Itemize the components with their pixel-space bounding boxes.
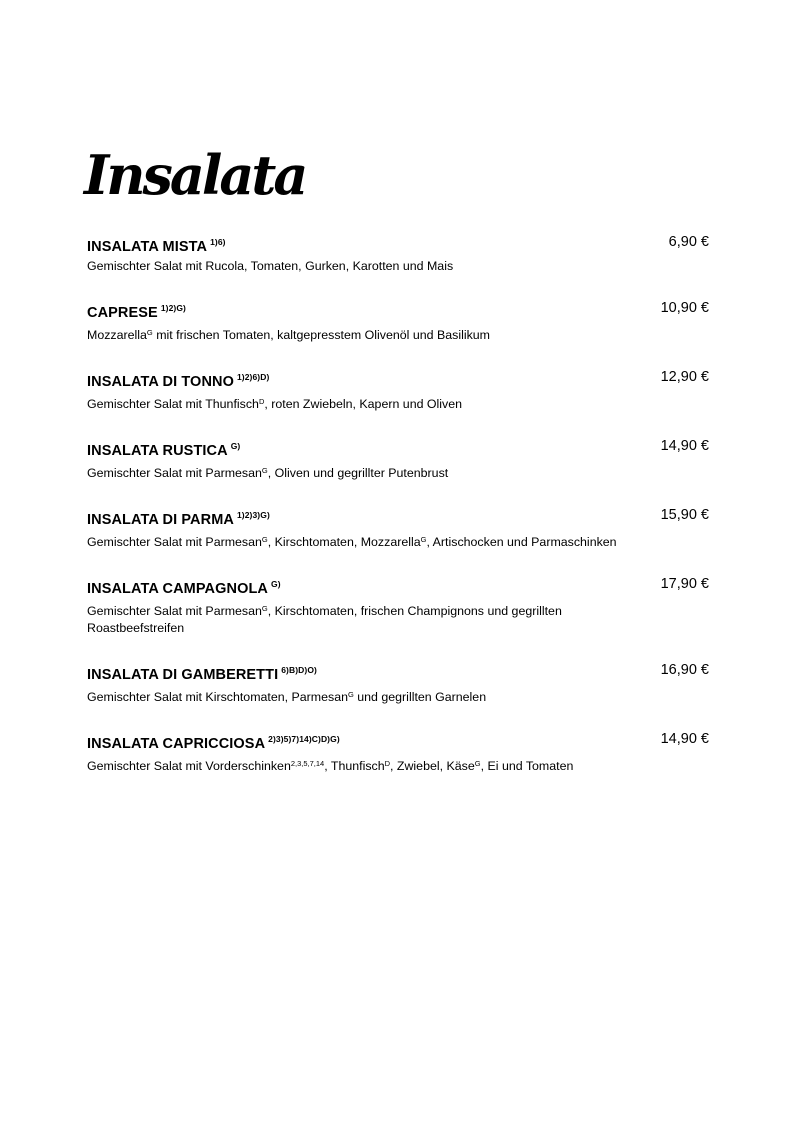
- menu-item: [87, 297, 709, 344]
- menu-item-header: [87, 728, 709, 755]
- dish-name-text: INSALATA MISTA: [87, 239, 208, 255]
- dish-name: [87, 366, 269, 393]
- description-superscript: 2,3,5,7,14: [290, 759, 325, 768]
- dish-name: [87, 573, 281, 600]
- description-text: , Zwiebel, Käse: [390, 759, 475, 773]
- description-text: Gemischter Salat mit Parmesan: [87, 604, 262, 618]
- description-text: , Ei und Tomaten: [480, 759, 574, 773]
- dish-name: [87, 297, 186, 324]
- description-text: , Oliven und gegrillter Putenbrust: [267, 466, 449, 480]
- dish-name-text: INSALATA DI PARMA: [87, 512, 234, 528]
- description-text: Gemischter Salat mit Rucola, Tomaten, Gurken, Karotten und Mais: [87, 259, 454, 273]
- menu-item-header: [87, 504, 709, 531]
- dish-price: 14,90 €: [660, 731, 709, 747]
- dish-description: [87, 531, 627, 551]
- description-text: Gemischter Salat mit Kirschtomaten, Parmesan: [87, 690, 348, 704]
- dish-description: [87, 393, 627, 413]
- dish-name: [87, 659, 317, 686]
- menu-item: [87, 728, 709, 775]
- description-superscript: G: [474, 759, 481, 768]
- allergen-codes: 1)2)6)D): [236, 372, 270, 382]
- description-text: , Kirschtomaten, Mozzarella: [267, 535, 421, 549]
- menu-item-header: [87, 366, 709, 393]
- dish-price: 17,90 €: [660, 576, 709, 592]
- menu-item-header: [87, 435, 709, 462]
- dish-name-text: INSALATA DI TONNO: [87, 374, 234, 390]
- description-text: , roten Zwiebeln, Kapern und Oliven: [264, 397, 463, 411]
- description-text: und gegrillten Garnelen: [353, 690, 487, 704]
- description-text: , Thunfisch: [324, 759, 385, 773]
- description-text: , Artischocken und Parmaschinken: [426, 535, 617, 549]
- dish-name: [87, 435, 240, 462]
- allergen-codes: G): [230, 441, 241, 451]
- dish-price: 14,90 €: [660, 438, 709, 454]
- dish-description: [87, 600, 627, 637]
- dish-description: [87, 462, 627, 482]
- description-text: Gemischter Salat mit Parmesan: [87, 466, 262, 480]
- description-superscript: G: [347, 690, 354, 699]
- description-text: , Kirschtomaten, frischen Champignons und gegrillten Roastbeefstreifen: [87, 604, 562, 635]
- menu-item-header: [87, 297, 709, 324]
- allergen-codes: 1)2)3)G): [236, 510, 270, 520]
- menu-item: [87, 659, 709, 706]
- description-superscript: G: [261, 466, 268, 475]
- dish-description: [87, 258, 627, 275]
- section-heading: [84, 132, 306, 212]
- allergen-codes: 2)3)5)7)14)C)D)G): [268, 734, 340, 744]
- dish-name: [87, 231, 226, 258]
- description-superscript: G: [420, 535, 427, 544]
- description-superscript: D: [258, 397, 265, 406]
- dish-name: [87, 504, 270, 531]
- section-heading-text: [84, 132, 306, 212]
- menu-item: [87, 504, 709, 551]
- description-superscript: G: [261, 604, 268, 613]
- dish-price: 16,90 €: [660, 662, 709, 678]
- description-superscript: G: [146, 328, 153, 337]
- dish-name-text: CAPRESE: [87, 305, 158, 321]
- dish-description: [87, 324, 627, 344]
- dish-name: [87, 728, 340, 755]
- allergen-codes: 1)2)G): [160, 303, 186, 313]
- description-text: Gemischter Salat mit Parmesan: [87, 535, 262, 549]
- description-text: Gemischter Salat mit Thunfisch: [87, 397, 259, 411]
- menu-item: [87, 435, 709, 482]
- dish-price: 10,90 €: [660, 300, 709, 316]
- description-text: Mozzarella: [87, 328, 147, 342]
- dish-description: [87, 686, 627, 706]
- menu-item: [87, 231, 709, 275]
- description-superscript: D: [384, 759, 391, 768]
- allergen-codes: 1)6): [210, 237, 226, 247]
- menu-item-header: [87, 659, 709, 686]
- dish-price: 12,90 €: [660, 369, 709, 385]
- description-text: mit frischen Tomaten, kaltgepresstem Olivenöl und Basilikum: [152, 328, 490, 342]
- dish-price: 15,90 €: [660, 507, 709, 523]
- description-text: Gemischter Salat mit Vorderschinken: [87, 759, 291, 773]
- allergen-codes: G): [270, 579, 281, 589]
- dish-name-text: INSALATA CAMPAGNOLA: [87, 581, 268, 597]
- dish-name-text: INSALATA CAPRICCIOSA: [87, 736, 266, 752]
- menu-item-header: [87, 573, 709, 600]
- menu-list: [87, 231, 709, 775]
- description-superscript: G: [261, 535, 268, 544]
- menu-item: [87, 366, 709, 413]
- dish-name-text: INSALATA RUSTICA: [87, 443, 228, 459]
- allergen-codes: 6)B)D)O): [281, 665, 317, 675]
- svg-text:Insalata: Insalata: [84, 143, 306, 207]
- dish-description: [87, 755, 627, 775]
- dish-price: 6,90 €: [668, 234, 709, 250]
- menu-item-header: [87, 231, 709, 258]
- dish-name-text: INSALATA DI GAMBERETTI: [87, 667, 279, 683]
- menu-item: [87, 573, 709, 637]
